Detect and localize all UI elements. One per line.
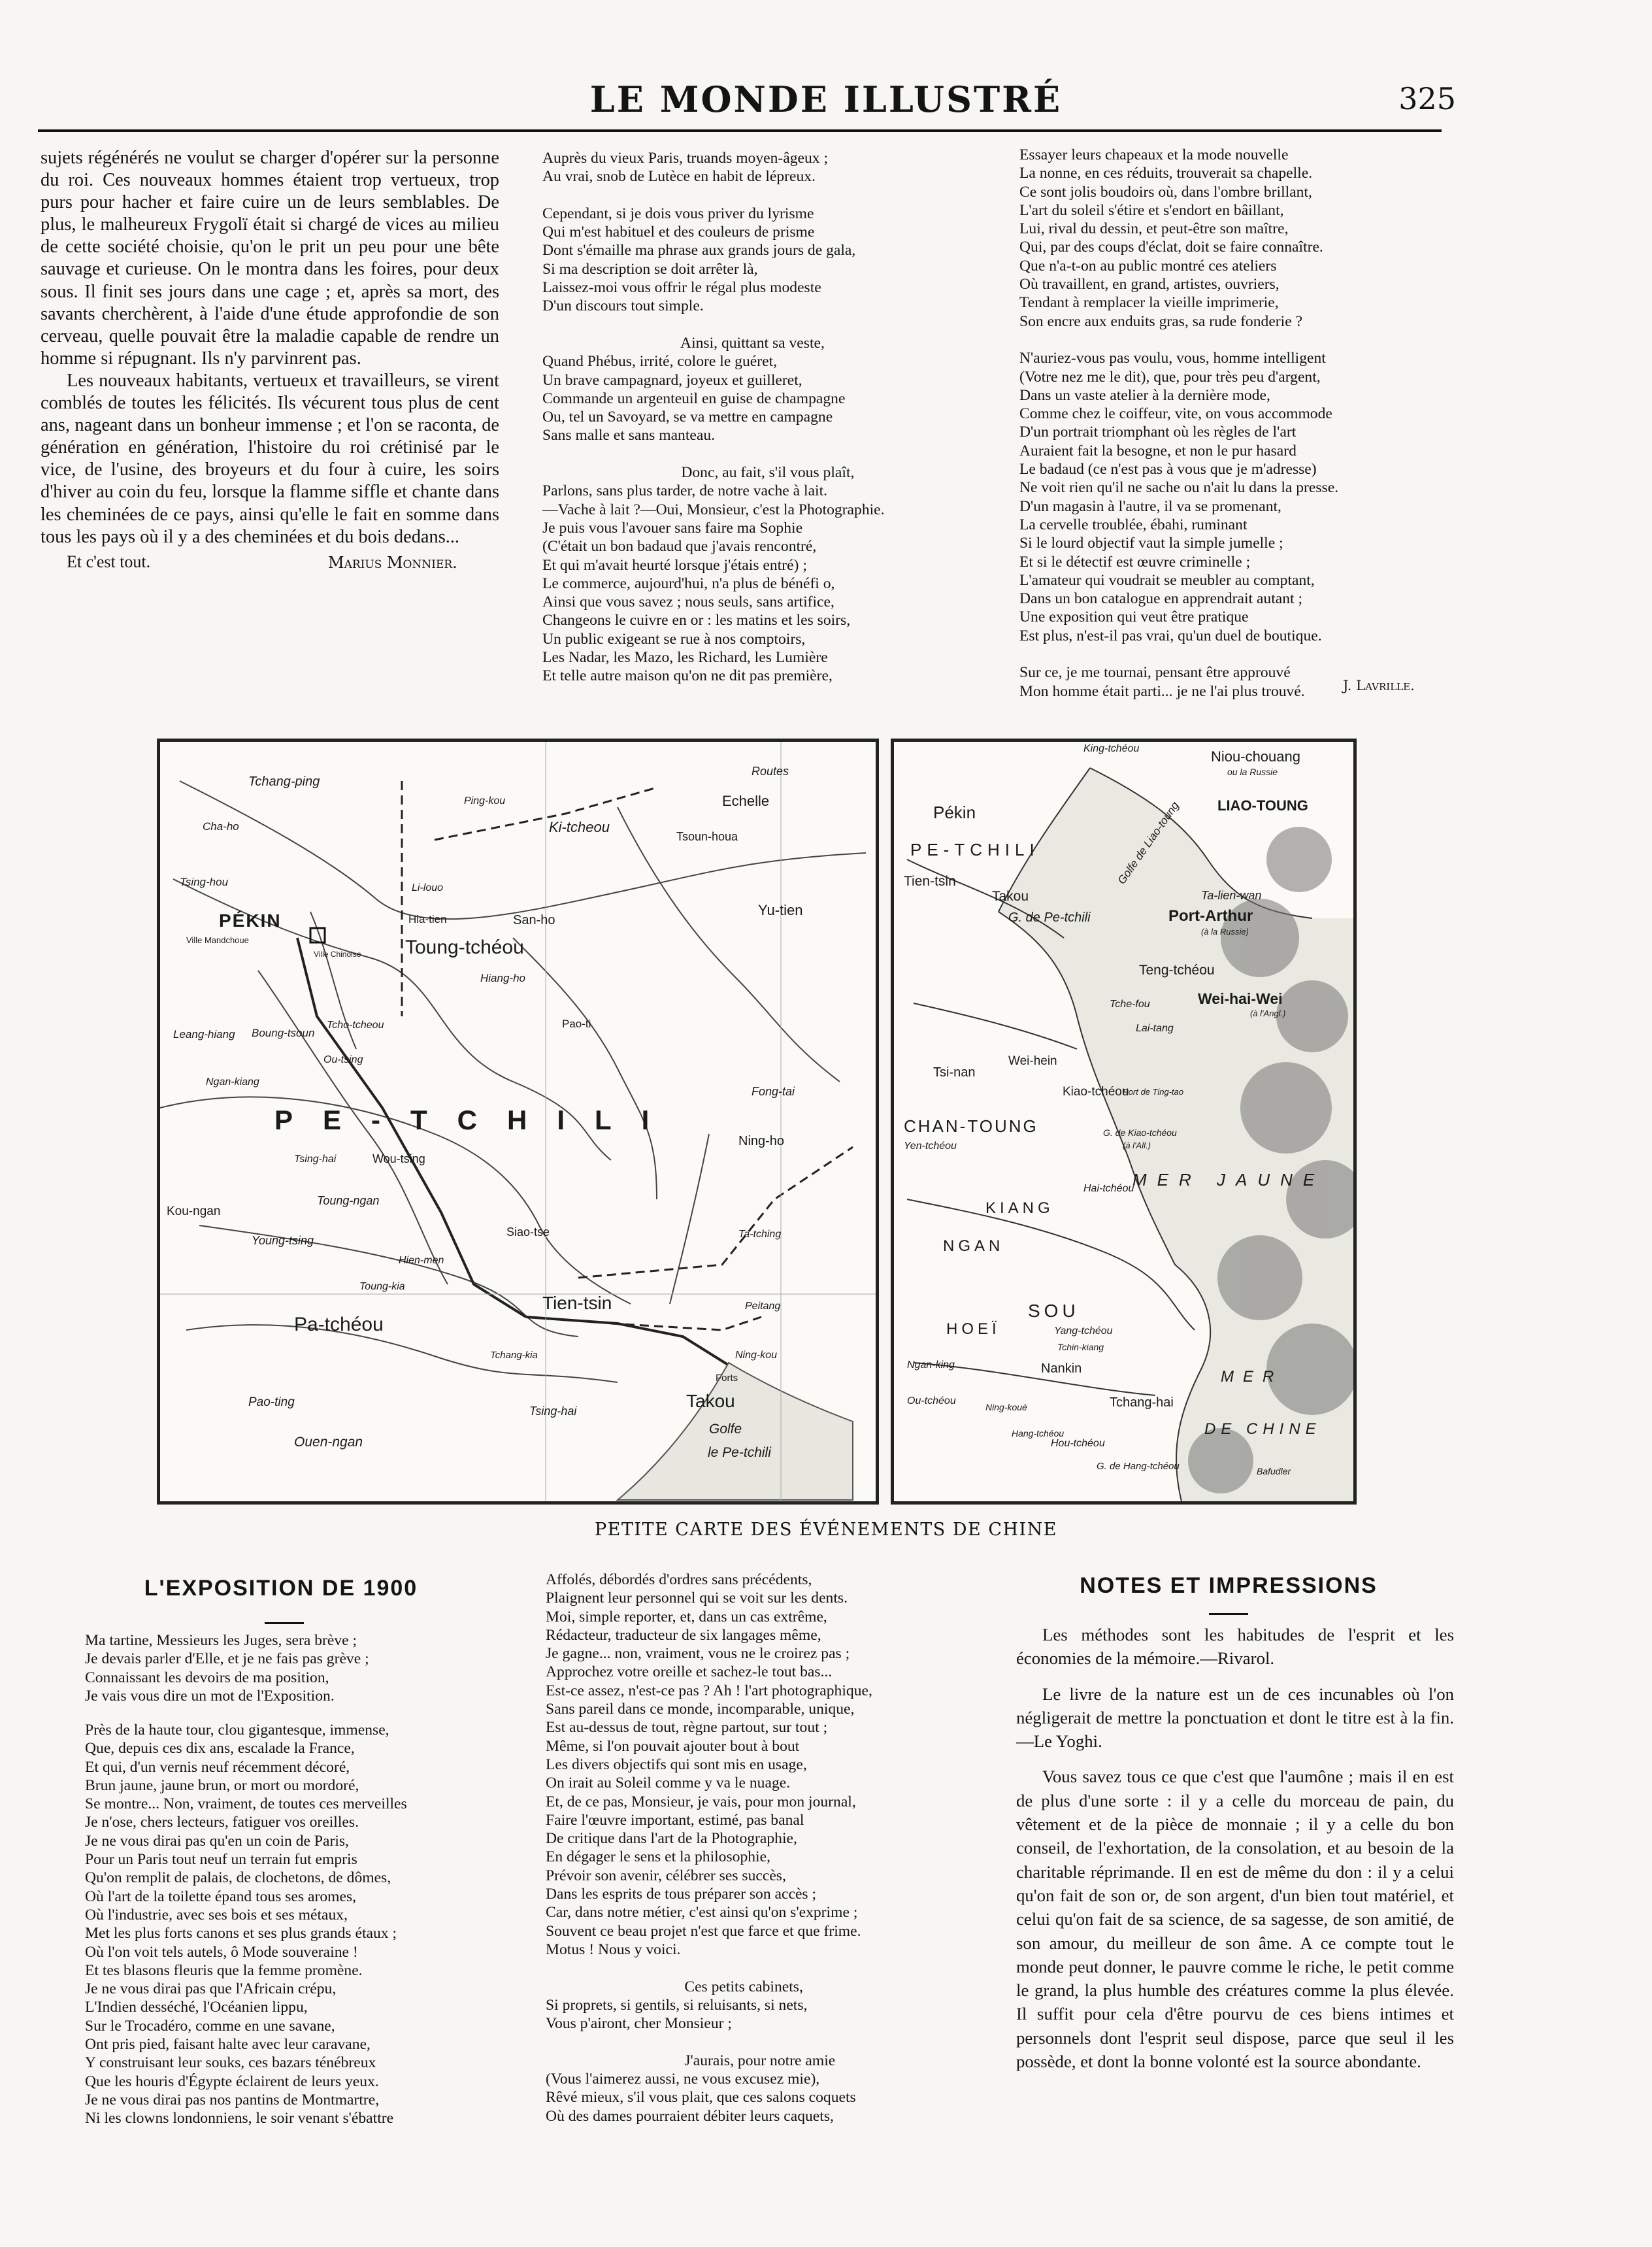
- map-label: Tchin-kiang: [1057, 1342, 1104, 1352]
- map-label: Golfe de Liao-toung: [1115, 799, 1181, 887]
- map-label: Tsing-hai: [294, 1154, 337, 1165]
- map-label: Tsing-hou: [180, 876, 229, 888]
- author-signature: J. Lavrille.: [1343, 678, 1415, 693]
- column-5-verse: Affolés, débordés d'ordres sans précédents, Plaignent leur personnel qui se voit sur les dents. Moi, simple reporter, et, dans un cas extrême, Rédacteur, traducteur de six langages même, Je gagne... non, vraiment, vous ne le croirez pas ; Approchez votre oreille et sachez-le tout bas... Est-ce assez, n'est-ce pas ? Ah ! l'art photographique, Sans pareil dans ce monde, incomparable, unique, Est au-dessus de tout, règne partout, sur tout ; Même, si l'on pouvait ajouter bout à bout Les divers objectifs qui sont mis en usage, On irait au Soleil comme y va le nuage. Et, de ce pas, Monsieur, je vais, pour mon journal, Faire l'œuvre important, estimé, pas banal De critique dans l'art de la Photographie, En dégager le sens et la philosophie, Prévoir son avenir, célébrer ses succès, Dans les esprits de tous préparer son accès ; Car, dans notre métier, c'est ainsi qu'on s'exprime ; Souvent ce beau projet n'est que farce et que frime. Motus ! Nous y voici. Ces petits cabinets, Si proprets, si gentils, si reluisants, si nets, Vous p'airont, cher Monsieur ; J'aurais, pour notre amie (Vous l'aimerez aussi, ne vous excusez mie), Rêvé mieux, s'il vous plait, que ces salons coquets Où des dames pourraient débiter leurs caquets,: [546, 1571, 872, 2125]
- end-text: Et c'est tout.: [67, 552, 151, 571]
- map-label: Cha-ho: [203, 820, 239, 833]
- map-label: Leang-hiang: [173, 1028, 235, 1040]
- map-label: G. de Hang-tchéou: [1097, 1461, 1180, 1472]
- paragraph: Les nouveaux habitants, vertueux et travailleurs, se virent comblés de toutes les félicités. Ils vécurent tous plus de cent ans, nageant dans un bonheur immense ; et l'on se raconta, de génération en génération, l'histoire du roi crétinisé par le vice, de l'usine, des broyeurs et du four à cuire, les soirs d'hiver au coin du feu, lorsque la flamme siffle et chante dans les cheminées de ce pays, ainsi qu'elle le fait en somme dans tous les pays où il y a des cheminées et du bois dedans...: [41, 370, 499, 547]
- newspaper-title: LE MONDE ILLUSTRÉ: [589, 78, 1063, 120]
- map-label: San-ho: [513, 913, 555, 927]
- map-label: Tsi-nan: [933, 1065, 976, 1080]
- map-label-sea: MER: [1221, 1368, 1283, 1386]
- map-label: (à l'All.): [1123, 1140, 1151, 1150]
- map-label: Niou-chouang: [1211, 748, 1300, 765]
- column-2-verse: Auprès du vieux Paris, truands moyen-âgeux ; Au vrai, snob de Lutèce en habit de lépreux. Cependant, si je dois vous priver du lyrisme Qui m'est habituel et des couleurs de prisme Dont s'émaille ma phrase aux grands jours de gala, Si ma description se doit arrêter là, Laissez-moi vous offrir le régal plus modeste D'un discours tout simple. Ainsi, quittant sa veste, Quand Phébus, irrité, colore le guéret, Un brave campagnard, joyeux et guilleret, Commande un argenteuil en guise de champagne Ou, tel un Savoyard, se va mettre en campagne Sans malle et sans manteau. Donc, au fait, s'il vous plaît, Parlons, sans plus tarder, de notre vache à lait. —Vache à lait ?—Oui, Monsieur, c'est la Photographie. Je puis vous l'avouer sans faire ma Sophie (C'était un bon badaud que j'avais rencontré, Et qui m'avait heurté lorsque j'étais entré) ; Le commerce, aujourd'hui, n'a plus de bénéfi o, Ainsi que vous savez ; nous seuls, sans artifice, Changeons le cuivre en or : les matins et les soirs, Un public exigeant se rue à nos comptoirs, Les Nadar, les Mazo, les Richard, les Lumière Et telle autre maison qu'on ne dit pas première,: [542, 150, 885, 685]
- map-label: Tcho-tcheou: [327, 1020, 384, 1031]
- map-label: Port-Arthur: [1168, 907, 1253, 925]
- map-label: Fong-tai: [752, 1085, 795, 1098]
- map-label-city: Tien-tsin: [542, 1293, 612, 1313]
- map-label: Teng-tchéou: [1139, 963, 1215, 978]
- map-label: Yang-tchéou: [1054, 1325, 1113, 1337]
- map-label: Peitang: [745, 1301, 781, 1312]
- map-label: Port de Ting-tao: [1123, 1087, 1184, 1097]
- engraver-signature: Bafudler: [1257, 1466, 1291, 1476]
- map-label: Pao-ti: [562, 1018, 591, 1030]
- map-label: Tchang-hai: [1110, 1395, 1174, 1410]
- header-rule: [38, 129, 1442, 132]
- paragraph: Les méthodes sont les habitudes de l'esprit et les économies de la mémoire.—Rivarol.: [1016, 1625, 1454, 1669]
- column-1: [41, 147, 499, 578]
- map-label: Ning-koué: [985, 1402, 1027, 1412]
- map-label: G. de Pe-tchili: [1008, 910, 1091, 925]
- map-label: Boung-tsoun: [252, 1027, 315, 1039]
- map-label: Hou-tchéou: [1051, 1438, 1105, 1449]
- exposition-verse-2: Près de la haute tour, clou gigantesque, immense, Que, depuis ces dix ans, escalade la France, Et qui, d'un vernis neuf récemment décoré, Brun jaune, jaune brun, or mort ou mordoré, Se montre... Non, vraiment, de toutes ces merveilles Je n'ose, chers lecteurs, fatiguer vos oreilles. Je ne vous dirai pas qu'en un coin de Paris, Pour un Paris tout neuf un terrain fut empris Qu'on remplit de palais, de clochetons, de dômes, Où l'art de la toilette épand tous ses aromes, Où l'industrie, avec ses bois et ses métaux, Met les plus forts canons et ses plus grands étaux ; Où l'on voit tels autels, ô Mode souveraine ! Et tes blasons fleuris que la femme promène. Je ne vous dirai pas que l'Africain crépu, L'Indien desséché, l'Océanien lippu, Sur le Trocadéro, comme en une savane, Ont pris pied, faisant halte avec leur caravane, Y construisant leur souks, ces bazars ténébreux Que les houris d'Égypte éclairent de leurs yeux. Je ne vous dirai pas nos pantins de Montmartre, Ni les clowns londonniens, le soir venant s'ébattre: [85, 1722, 407, 2127]
- map-label: Tchang-ping: [248, 774, 320, 789]
- map-label-city: Toung-tchéou: [405, 937, 524, 958]
- map-label: Forts: [716, 1373, 738, 1384]
- map-label: Ping-kou: [464, 795, 506, 807]
- map-pe-tchili: [157, 739, 879, 1505]
- map-label: Golfe: [709, 1422, 742, 1437]
- section-rule: [1209, 1613, 1248, 1615]
- map-label: Wei-hai-Wei: [1198, 990, 1283, 1007]
- section-rule: [265, 1622, 304, 1624]
- map-label: Yu-tien: [758, 902, 803, 918]
- notes-column: [1016, 1623, 1454, 2073]
- map-label: (à la Russie): [1201, 927, 1249, 937]
- map-label: Wei-hein: [1008, 1054, 1057, 1068]
- map-label: Ou-tchéou: [907, 1395, 956, 1406]
- map-label: Tchang-kia: [490, 1350, 538, 1361]
- map-label-province: PE-TCHILI: [910, 840, 1040, 859]
- page-number: 325: [1398, 81, 1456, 116]
- map-label: Ville Mandchoue: [186, 935, 249, 945]
- map-label-sea: DE CHINE: [1204, 1420, 1321, 1438]
- paragraph: Vous savez tous ce que c'est que l'aumône ; mais il en est de plus d'une sorte : il y a celle du morceau de pain, du vêtement et de la pièce de monnaie ; il y a celle du bon conseil, de l'exhortation, de la consolation, et au besoin de la charitable réprimande. Il en est de même du don : il y a celui qu'on fait de son or, de son argent, d'un bien tout matériel, et celui qu'on fait de sa science, de sa sagesse, de son amitié, de son amour, du meilleur de son âme. A ce compte tout le monde peut donner, le pauvre comme le riche, le petit comme le grand, la plus humble des créatures comme la plus élevée. Il suffit pour cela d'être pourvu de ces biens intimes et personnels dont l'esprit seul dispose, parce que seul il les possède, et dont la bonne volonté est la source abondante.: [1016, 1767, 1454, 2072]
- map-label-province: LIAO-TOUNG: [1217, 797, 1308, 814]
- exposition-verse-1: Ma tartine, Messieurs les Juges, sera brève ; Je devais parler d'Elle, et je ne fais pas grève ; Connaissant les devoirs de ma position, Je vais vous dire un mot de l'Exposition.: [85, 1632, 369, 1705]
- map-label: Ning-ho: [738, 1134, 785, 1148]
- map-label: Hien-men: [399, 1255, 444, 1266]
- map-label-capital: PÉKIN: [219, 910, 282, 931]
- map-label: (à l'Angl.): [1250, 1008, 1286, 1018]
- map-label: Takou: [992, 889, 1029, 904]
- map-label: Ki-tcheou: [549, 819, 610, 835]
- map-label: le Pe-tchili: [708, 1445, 771, 1460]
- map-label: Kiao-tchéou: [1063, 1085, 1129, 1099]
- map-label: Pao-ting: [248, 1395, 295, 1409]
- column-3-verse: Essayer leurs chapeaux et la mode nouvelle La nonne, en ces réduits, trouverait sa chapelle. Ce sont jolis boudoirs où, dans l'ombre brillant, L'art du soleil s'étire et s'endort en bâillant, Lui, rival du dessin, et peut-être son maître, Qui, par des coups d'éclat, doit se faire connaître. Que n'a-t-on au public montré ces ateliers Où travaillent, en grand, artistes, ouvriers, Tendant à remplacer la vieille imprimerie, Son encre aux enduits gras, sa rude fonderie ? N'auriez-vous pas voulu, vous, homme intelligent (Votre nez me le dit), que, pour très peu d'argent, Dans un vaste atelier à la dernière mode, Comme chez le coiffeur, vite, on vous accommode D'un portrait triomphant où les règles de l'art Auraient fait la besogne, et non le pur hasard Le badaud (ce n'est pas à vous que je m'adresse) Ne voit rien qu'il ne sache ou n'ait lu dans la presse. D'un magasin à l'autre, il va se promenant, La cervelle troublée, ébahi, ruminant Si le lourd objectif vaut la simple jumelle ; Et si le détectif est œuvre criminelle ; L'amateur qui voudrait se meubler au comptant, Dans un bon catalogue en apprendrait autant ; Une exposition qui veut être pratique Est plus, n'est-il pas vrai, qu'un duel de boutique. Sur ce, je me tournai, pensant être approuvé Mon homme était parti... je ne l'ai plus trouvé.: [1019, 146, 1339, 700]
- map-caption: PETITE CARTE DES ÉVÉNEMENTS DE CHINE: [594, 1520, 1058, 1540]
- section-title-exposition: L'EXPOSITION DE 1900: [144, 1576, 418, 1601]
- map-label: Hang-tchéou: [1012, 1428, 1065, 1439]
- map-chine-est: [891, 739, 1357, 1505]
- map-label-city: Pa-tchéou: [294, 1314, 384, 1335]
- map-label: Tsoun-houa: [676, 830, 738, 843]
- map-label-province: PE-TCHILI: [274, 1105, 680, 1135]
- map-label: Tien-tsin: [904, 874, 956, 889]
- map-legend-routes: Routes: [752, 765, 789, 778]
- map-label: Toung-kia: [359, 1281, 405, 1292]
- map-legend-scale: Echelle: [722, 793, 770, 809]
- map-label: Kou-ngan: [167, 1205, 221, 1218]
- map-label: Toung-ngan: [317, 1194, 380, 1207]
- map-label: Ta-tching: [738, 1229, 782, 1240]
- map-label: Ngan-king: [907, 1359, 955, 1371]
- map-label: Wou-tsing: [372, 1152, 425, 1165]
- map-label: Ngan-kiang: [206, 1076, 259, 1088]
- map-label: G. de Kiao-tchéou: [1103, 1127, 1177, 1138]
- map-label: Ning-kou: [735, 1350, 778, 1361]
- section-title-notes: NOTES ET IMPRESSIONS: [1080, 1573, 1378, 1598]
- map-label: Young-tsing: [252, 1234, 314, 1247]
- map-label: Yen-tchéou: [904, 1140, 957, 1152]
- map-label: Hia-tien: [408, 913, 447, 925]
- map-label: Siao-tse: [506, 1225, 550, 1239]
- map-label-province: NGAN: [943, 1237, 1004, 1255]
- map-label: Ou-tsing: [323, 1054, 363, 1065]
- map-label: Tche-fou: [1110, 999, 1150, 1010]
- paragraph: Le livre de la nature est un de ces incunables où l'on négligerait de mettre la ponctuation et dont le titre est à la fin.—Le Yoghi.: [1016, 1684, 1454, 1752]
- map-label-sea: MER JAUNE: [1132, 1170, 1325, 1190]
- author-signature: Marius Monnier.: [328, 553, 457, 572]
- map-label-province: KIANG: [985, 1199, 1054, 1217]
- map-label-province: CHAN-TOUNG: [904, 1116, 1038, 1136]
- map-label-city: Takou: [686, 1391, 735, 1411]
- map-label: ou la Russie: [1227, 767, 1278, 777]
- map-label: Lai-tang: [1136, 1023, 1174, 1034]
- map-label: Hiang-ho: [480, 972, 525, 984]
- paragraph: sujets régénérés ne voulut se charger d'opérer sur la personne du roi. Ces nouveaux hommes étaient trop vertueux, trop purs pour hacher et faire cuire un de leurs semblables. De plus, le malheureux Frygolï était si chargé de vices au milieu de cette société choisie, qu'on le prit un peu pour une bête sauvage et curieuse. On le montra dans les foires, pour deux sous. Il finit ses jours dans une cage ; et, après sa mort, des savants cherchèrent, à l'aide d'une étude approfondie de son cerveau, quelle pouvait être la maladie capable de rendre un homme si répugnant. Ils n'y parvinrent pas.: [41, 148, 499, 369]
- map-label-province: HOEÏ: [946, 1320, 1000, 1338]
- map-label: Nankin: [1041, 1361, 1082, 1376]
- map-label: Ta-lien-wan: [1201, 889, 1262, 902]
- map-label: Hai-tchéou: [1083, 1183, 1134, 1194]
- map-label: Ouen-ngan: [294, 1435, 363, 1450]
- map-label: King-tchéou: [1083, 743, 1140, 754]
- map-label: Ville Chinoise: [314, 950, 361, 959]
- map-label-province: SOU: [1028, 1301, 1080, 1321]
- map-label-capital: Pékin: [933, 803, 976, 822]
- map-label: Tsing-hai: [529, 1405, 577, 1418]
- map-label: Li-louo: [412, 882, 444, 893]
